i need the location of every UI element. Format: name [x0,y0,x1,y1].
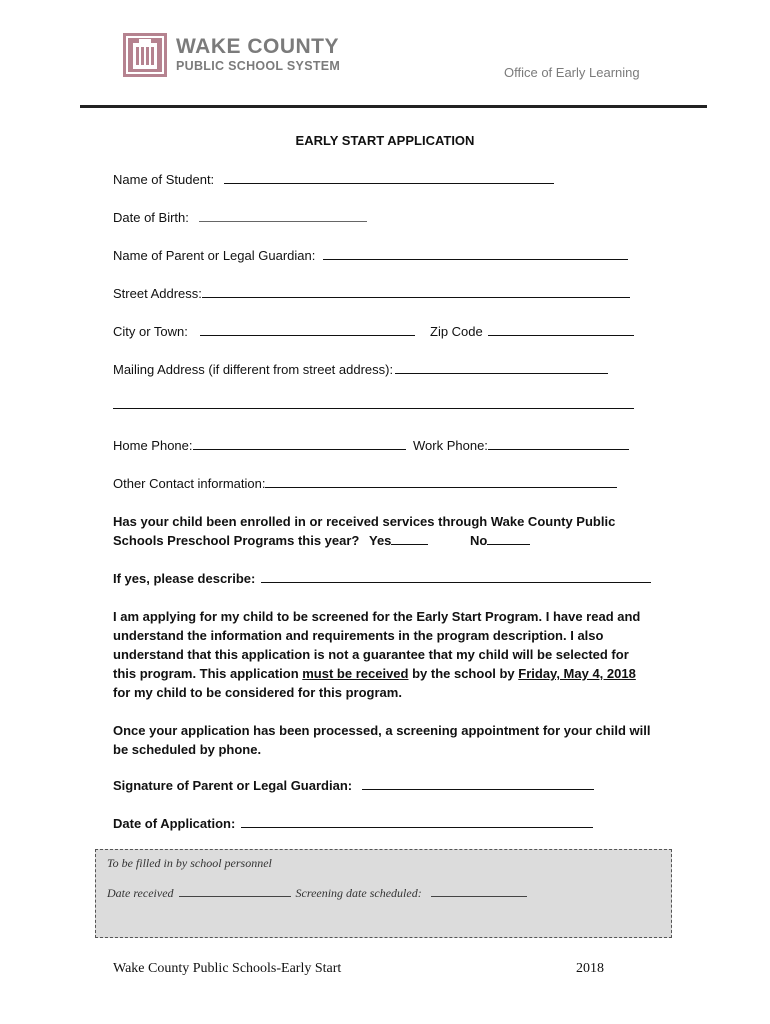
dob-row [113,209,367,225]
school-use-heading: To be filled in by school personnel [107,856,272,870]
city-row [113,323,415,339]
district-logo [123,33,167,77]
student-name-row [113,171,554,187]
zip-line[interactable] [488,323,634,336]
mailing-label: Mailing Address (if different from street address): [113,362,394,377]
zip-row [430,323,634,339]
date-received-line[interactable] [179,885,291,897]
mailing-line[interactable] [395,361,608,374]
enrollment-question-line2 [113,531,653,550]
work-phone-line[interactable] [488,437,629,450]
date-received-label: Date received [107,886,174,900]
other-contact-label: Other Contact information: [113,476,266,491]
statement-line2: understand the information and requirements in the program description. I also [113,628,604,643]
dob-label: Date of Birth: [113,210,189,225]
city-label: City or Town: [113,324,188,339]
home-phone-line[interactable] [193,437,406,450]
statement-line4-c: by the school by [408,666,519,681]
work-phone-row [413,437,629,453]
statement-line1: I am applying for my child to be screened for the Early Start Program. I have read and [113,609,641,624]
signature-row [113,777,594,793]
screening-date-line[interactable] [431,885,527,897]
enrollment-question-line1: Has your child been enrolled in or received services through Wake County Public [113,514,616,529]
yes-label: Yes [368,533,392,548]
building-icon [123,33,167,77]
school-use-box [95,849,672,938]
no-line[interactable] [487,533,530,545]
home-phone-label: Home Phone: [113,438,193,453]
student-name-label: Name of Student: [113,172,215,187]
enrollment-question [113,512,653,550]
yes-line[interactable] [391,533,428,545]
processing-line2: be scheduled by phone. [113,742,262,757]
district-logo-text [176,36,340,73]
dob-line[interactable] [199,209,367,222]
statement-line4-a: this program. This application [113,666,303,681]
mailing-row [113,361,608,377]
student-name-line[interactable] [224,171,554,184]
signature-line[interactable] [362,777,594,790]
page-title: EARLY START APPLICATION [295,133,475,148]
processing-line1: Once your application has been processed, a screening appointment for your child will [113,723,651,738]
footer-year: 2018 [576,961,604,976]
zip-label: Zip Code [430,324,483,339]
logo-line2: PUBLIC SCHOOL SYSTEM [176,59,341,73]
street-line[interactable] [202,285,630,298]
other-contact-row [113,475,617,491]
applicant-statement [113,607,653,702]
enrollment-question-text: Schools Preschool Programs this year? [113,533,360,548]
describe-label: If yes, please describe: [113,571,256,586]
other-contact-line[interactable] [265,475,617,488]
application-date-row [113,815,593,831]
screening-date-label: Screening date scheduled: [295,886,422,900]
describe-line[interactable] [261,570,651,583]
statement-must-be-received: must be received [302,666,409,681]
application-date-line[interactable] [241,815,593,828]
guardian-row [113,247,628,263]
street-row [113,285,630,301]
statement-line4 [113,664,653,683]
work-phone-label: Work Phone: [413,438,488,453]
city-line[interactable] [200,323,415,336]
statement-line5: for my child to be considered for this program. [113,685,402,700]
logo-line1: WAKE COUNTY [176,35,339,58]
home-phone-row [113,437,406,453]
guardian-line[interactable] [323,247,628,260]
mailing-line-2[interactable] [113,396,634,409]
office-name: Office of Early Learning [504,65,640,80]
street-label: Street Address: [113,286,202,301]
statement-deadline: Friday, May 4, 2018 [518,666,636,681]
school-use-fields [107,885,527,901]
signature-label: Signature of Parent or Legal Guardian: [113,778,353,793]
no-label: No [470,533,488,548]
describe-row [113,570,651,586]
application-date-label: Date of Application: [113,816,236,831]
processing-note [113,721,653,759]
header-divider [80,105,707,108]
guardian-label: Name of Parent or Legal Guardian: [113,248,316,263]
statement-line3: understand that this application is not a guarantee that my child will be selected for [113,647,629,662]
footer-left: Wake County Public Schools-Early Start [113,961,342,976]
